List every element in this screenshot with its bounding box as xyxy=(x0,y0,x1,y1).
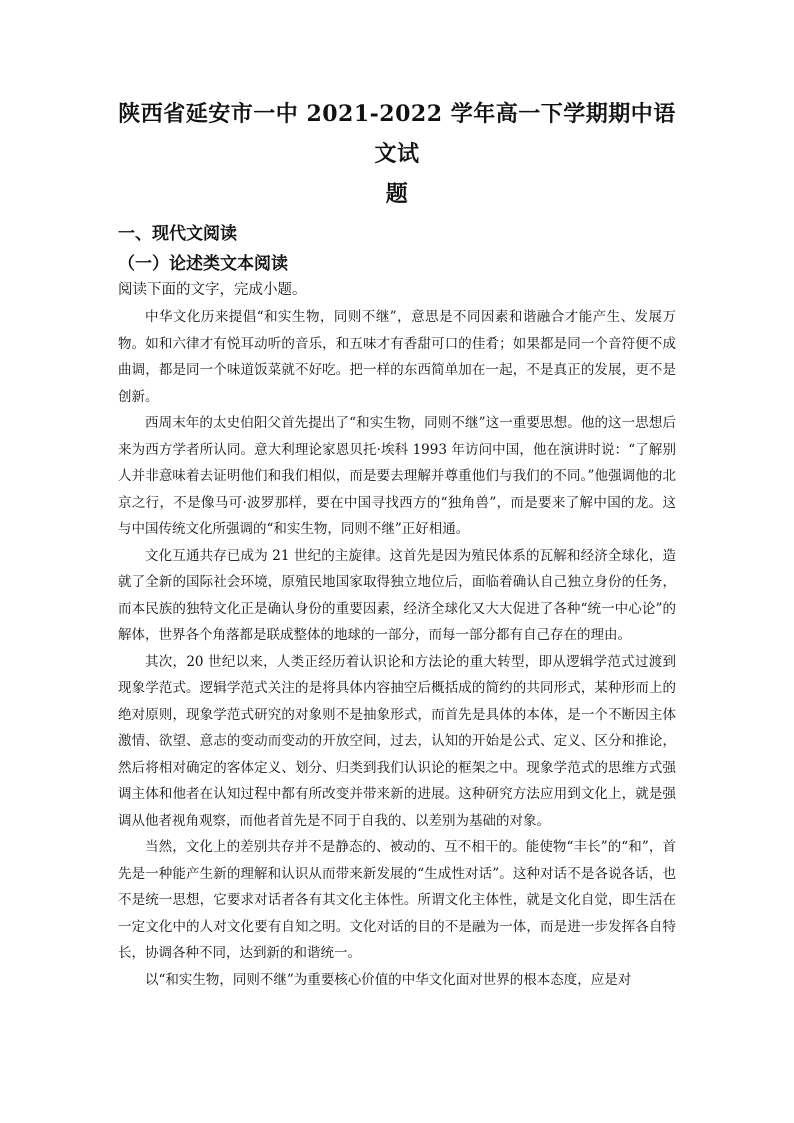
article-body xyxy=(118,304,676,993)
subsection-heading-argumentative-reading: （一）论述类文本阅读 xyxy=(118,254,288,274)
article-paragraph: 中华文化历来提倡“和实生物，同则不继”，意思是不同因素和谐融合才能产生、发展万物。如和六律才有悦耳动听的音乐，和五味才有香甜可口的佳肴；如果都是同一个音符便不成曲调，都是同一个味道饭菜就不好吃。把一样的东西简单加在一起，不是真正的发展，更不是创新。 xyxy=(118,309,676,405)
article-paragraph: 文化互通共存已成为 21 世纪的主旋律。这首先是因为殖民体系的瓦解和经济全球化，造就了全新的国际社会环境，原殖民地国家取得独立地位后，面临着确认自己独立身份的任务，而本民族的独特文化正是确认身份的重要因素，经济全球化又大大促进了各种“统一中心论”的解体，世界各个角落都是联成整体的地球的一部分，而每一部分都有自己存在的理由。 xyxy=(118,547,676,643)
reading-instruction: 阅读下面的文字，完成小题。 xyxy=(118,282,307,298)
article-paragraph: 西周末年的太史伯阳父首先提出了“和实生物，同则不继”这一重要思想。他的这一思想后来为西方学者所认同。意大利理论家恩贝托·埃科 1993 年访问中国，他在演讲时说：“了解别人并非意味着去证明他们和我们相似，而是要去理解并尊重他们与我们的不同。”他强调他的北京之行，不是像马可·波罗那样，要在中国寻找西方的“独角兽”，而是要来了解中国的龙。这与中国传统文化所强调的“和实生物，同则不继”正好相通。 xyxy=(118,415,676,537)
document-title xyxy=(118,94,676,214)
title-line-1: 陕西省延安市一中 2021-2022 学年高一下学期期中语文试 xyxy=(118,101,676,167)
article-paragraph: 当然，文化上的差别共存并不是静态的、被动的、互不相干的。能使物“丰长”的“和”，首先是一种能产生新的理解和认识从而带来新发展的“生成性对话”。这种对话不是各说各话，也不是统一思想，它要求对话者各有其文化主体性。所谓文化主体性，就是文化自觉，即生活在一定文化中的人对文化要有自知之明。文化对话的目的不是融为一体，而是进一步发挥各自特长，协调各种不同，达到新的和谐统一。 xyxy=(118,839,676,961)
title-line-2: 题 xyxy=(385,181,409,207)
article-paragraph: 其次，20 世纪以来，人类正经历着认识论和方法论的重大转型，即从逻辑学范式过渡到现象学范式。逻辑学范式关注的是将具体内容抽空后概括成的简约的共同形式，某种形而上的绝对原则，现象学范式研究的对象则不是抽象形式，而首先是具体的本体，是一个不断因主体激情、欲望、意志的变动而变动的开放空间，过去，认知的开始是公式、定义、区分和推论，然后将相对确定的客体定义、划分、归类到我们认识论的框架之中。现象学范式的思维方式强调主体和他者在认知过程中都有所改变并带来新的进展。这种研究方法应用到文化上，就是强调从他者视角观察，而他者首先是不同于自我的、以差别为基础的对象。 xyxy=(118,653,676,829)
article-paragraph: 以“和实生物，同则不继”为重要核心价值的中华文化面对世界的根本态度，应是对 xyxy=(145,971,632,988)
section-heading-modern-reading: 一、现代文阅读 xyxy=(118,224,237,244)
